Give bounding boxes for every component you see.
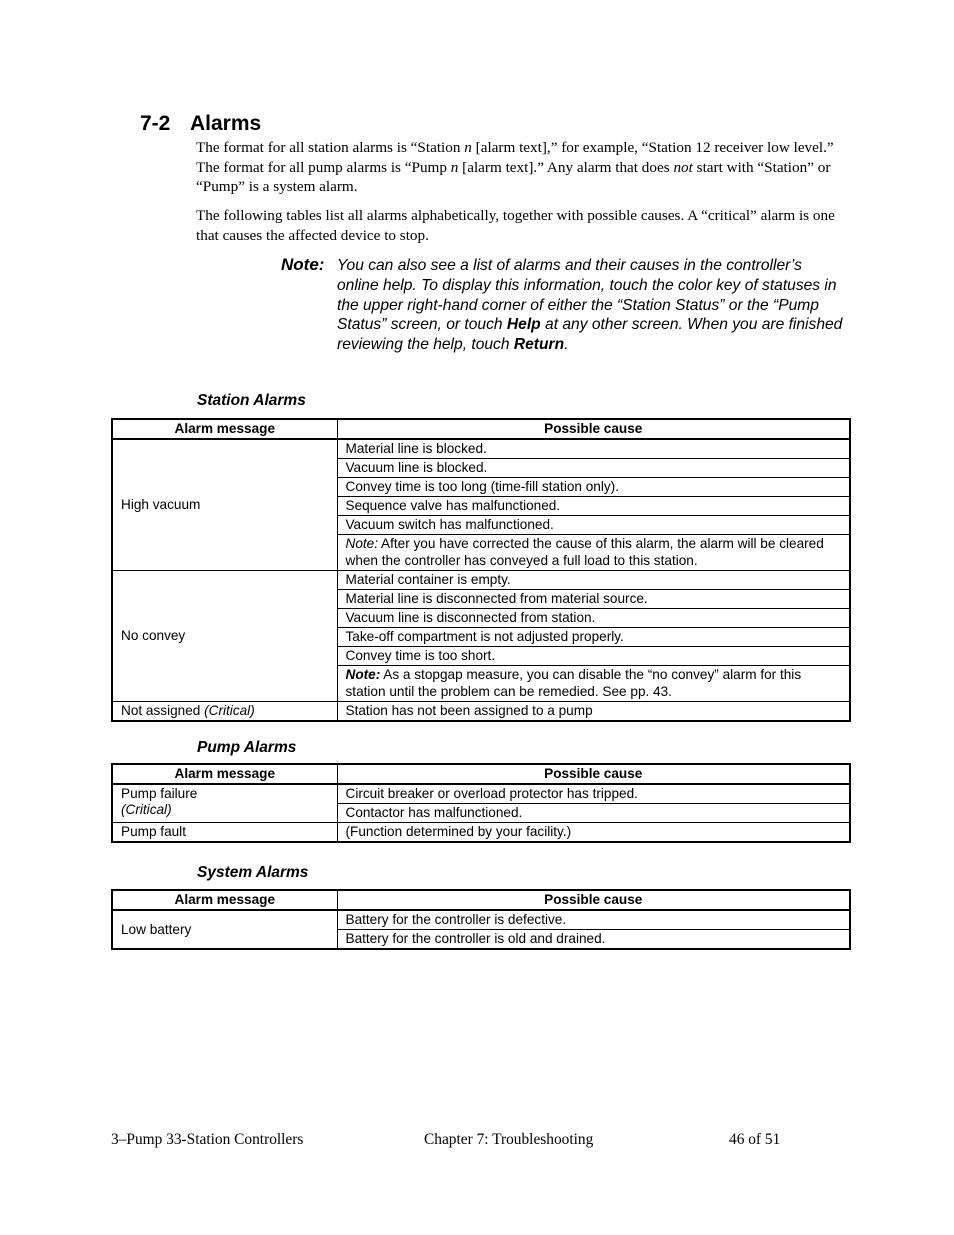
cause-cell: Convey time is too long (time-fill station only). [337,478,850,497]
intro-paragraph-2: The following tables list all alarms alphabetically, together with possible causes. A “critical” alarm is one that causes the affected device to stop. [196,207,835,244]
cause-cell: Battery for the controller is defective. [337,910,850,930]
footer-page-number: 46 of 51 [729,1131,781,1148]
alarm-name: Pump failure [121,786,198,801]
cause-cell: Material container is empty. [337,571,850,590]
table-row [112,823,850,843]
cause-cell: Vacuum line is blocked. [337,459,850,478]
note-help-keyword: Help [506,316,541,334]
cause-note-cell [337,666,850,702]
intro-not-italic: not [673,158,693,176]
cause-cell: Take-off compartment is not adjusted properly. [337,628,850,647]
table-header-row [112,764,850,784]
note-text-part: . [564,336,569,354]
intro-paragraph-1 [196,138,836,197]
cause-cell: Convey time is too short. [337,647,850,666]
intro-n-italic: n [450,158,459,176]
header-alarm-message: Alarm message [112,764,337,784]
header-alarm-message: Alarm message [112,419,337,439]
station-alarms-table [111,418,851,722]
cause-note-label: Note: [345,536,378,551]
table-header-row [112,419,850,439]
footer-chapter: Chapter 7: Troubleshooting [424,1131,594,1148]
header-possible-cause: Possible cause [337,419,850,439]
cause-note-cell [337,535,850,571]
intro-text: The format for all station alarms is “Station [196,139,465,156]
critical-tag: (Critical) [121,802,172,817]
critical-tag: (Critical) [204,703,255,718]
cause-note-text: As a stopgap measure, you can disable the “no convey” alarm for this station until the problem can be remedied. See pp. 43. [345,667,802,699]
note-return-keyword: Return [513,336,565,354]
section-number: 7-2 [140,112,171,135]
table-row [112,702,850,722]
section-heading [140,112,261,136]
table-row [112,910,850,930]
table-header-row [112,890,850,910]
alarm-low-battery: Low battery [112,910,337,949]
section-title: Alarms [190,112,262,135]
header-alarm-message: Alarm message [112,890,337,910]
cause-cell: Vacuum line is disconnected from station. [337,609,850,628]
system-alarms-table [111,889,851,950]
cause-note-label: Note: [345,667,381,682]
alarm-no-convey: No convey [112,571,337,702]
intro-text: start with “Station” or “Pump” is a system alarm. [196,158,831,195]
cause-cell: Vacuum switch has malfunctioned. [337,516,850,535]
cause-cell: Station has not been assigned to a pump [337,702,850,722]
footer-document-title: 3–Pump 33-Station Controllers [111,1131,304,1148]
note-text-part: You can also see a list of alarms and their causes in the controller’s online help. To display this information, touch the color key of statuses in the upper right-hand corner of either the “Station Status” or the “Pump Status” screen, or touch [337,257,837,334]
note-text [337,256,847,355]
alarm-name: Not assigned [121,703,205,718]
cause-note-text: After you have corrected the cause of this alarm, the alarm will be cleared when the controller has conveyed a full load to this station. [345,536,824,568]
cause-cell: Material line is disconnected from material source. [337,590,850,609]
pump-alarms-caption: Pump Alarms [197,739,297,756]
cause-cell: Battery for the controller is old and drained. [337,930,850,950]
cause-cell: Material line is blocked. [337,439,850,459]
intro-n-italic: n [464,139,472,156]
header-possible-cause: Possible cause [337,890,850,910]
alarm-pump-fault: Pump fault [112,823,337,843]
alarm-pump-failure [112,784,337,823]
note-text-part: at any other screen. When you are finished reviewing the help, touch [337,316,843,354]
system-alarms-caption: System Alarms [197,864,309,881]
alarm-not-assigned [112,702,337,722]
intro-text: [alarm text].” Any alarm that does [458,158,674,176]
table-row [112,784,850,804]
station-alarms-caption: Station Alarms [197,392,306,409]
cause-cell: (Function determined by your facility.) [337,823,850,843]
alarm-high-vacuum: High vacuum [112,439,337,571]
cause-cell: Circuit breaker or overload protector has tripped. [337,784,850,804]
intro-text: [alarm text],” for example, “Station 12 receiver low level.” The format for all pump alarms is “Pump [196,139,834,176]
cause-cell: Contactor has malfunctioned. [337,804,850,823]
header-possible-cause: Possible cause [337,764,850,784]
pump-alarms-table [111,763,851,843]
cause-cell: Sequence valve has malfunctioned. [337,497,850,516]
table-row [112,571,850,590]
table-row [112,439,850,459]
note-label: Note: [281,255,325,274]
